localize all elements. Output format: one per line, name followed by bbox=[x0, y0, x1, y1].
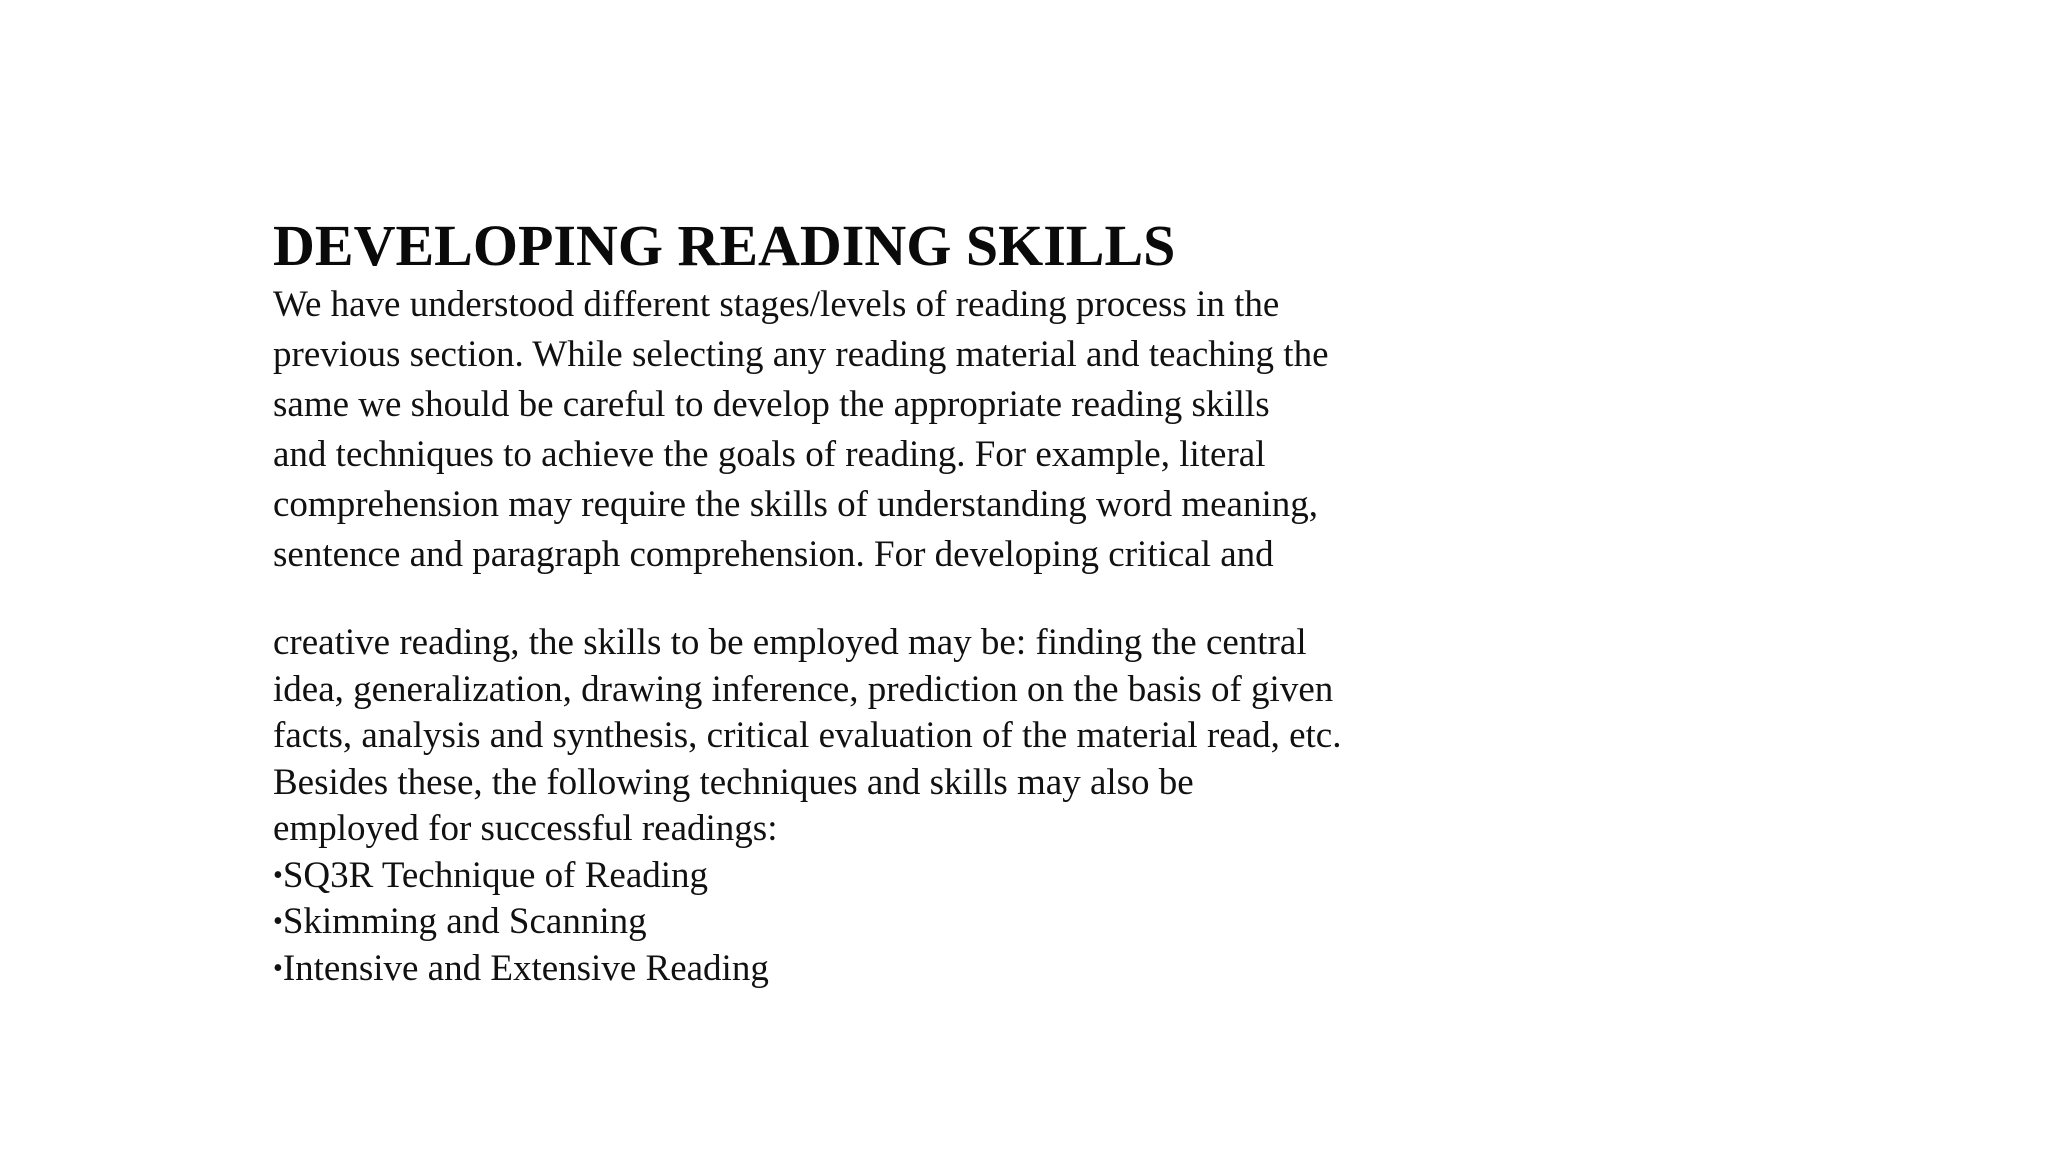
paragraph-line: comprehension may require the skills of understanding word meaning, bbox=[273, 484, 1318, 525]
bullet-item bbox=[273, 853, 1453, 900]
bullet-list bbox=[273, 853, 1453, 993]
bullet-text: Skimming and Scanning bbox=[282, 901, 647, 942]
bullet-item bbox=[273, 899, 1453, 946]
slide-title: DEVELOPING READING SKILLS bbox=[273, 213, 1176, 278]
paragraph-2 bbox=[273, 620, 1453, 853]
paragraph-line: idea, generalization, drawing inference, prediction on the basis of given bbox=[273, 668, 1334, 710]
paragraph-line: We have understood different stages/levels of reading process in the bbox=[273, 284, 1280, 325]
bullet-text: Intensive and Extensive Reading bbox=[282, 947, 769, 989]
paragraph-line: same we should be careful to develop the appropriate reading skills bbox=[273, 384, 1270, 425]
paragraph-line: employed for successful readings: bbox=[273, 808, 778, 849]
paragraph-1 bbox=[273, 280, 1453, 580]
slide-content bbox=[273, 212, 1453, 992]
bullet-icon: • bbox=[273, 952, 283, 984]
bullet-item bbox=[273, 946, 1453, 993]
bullet-text: SQ3R Technique of Reading bbox=[282, 854, 709, 896]
paragraph-line: previous section. While selecting any reading material and teaching the bbox=[273, 334, 1329, 375]
paragraph-line: Besides these, the following techniques and skills may also be bbox=[273, 761, 1194, 803]
bullet-icon: • bbox=[273, 859, 283, 891]
paragraph-line: creative reading, the skills to be employed may be: finding the central bbox=[273, 622, 1307, 663]
paragraph-line: and techniques to achieve the goals of reading. For example, literal bbox=[273, 434, 1266, 475]
paragraph-line: facts, analysis and synthesis, critical evaluation of the material read, etc. bbox=[273, 715, 1342, 756]
bullet-icon: • bbox=[273, 906, 283, 937]
paragraph-line: sentence and paragraph comprehension. For developing critical and bbox=[273, 534, 1274, 575]
